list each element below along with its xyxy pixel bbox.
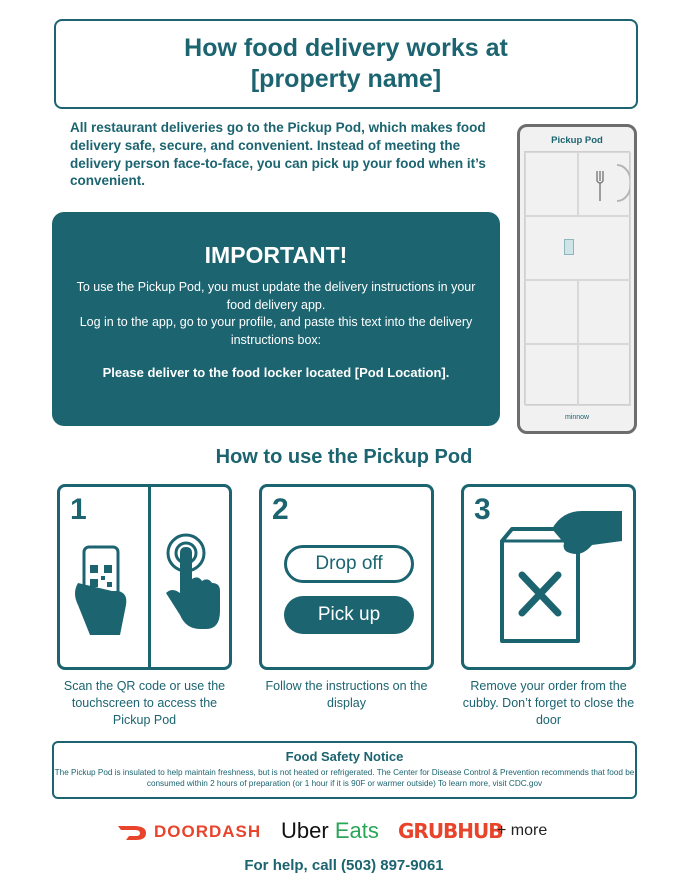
- locker-brand: minnow: [564, 414, 590, 421]
- drop-off-button: Drop off: [284, 545, 414, 583]
- step-2-card: [259, 484, 434, 670]
- touch-hand-icon: [156, 531, 226, 641]
- important-quote: Please deliver to the food locker located [Pod Location].: [102, 365, 450, 380]
- step-3-card: [461, 484, 636, 670]
- grubhub-logo: GRUBHUB: [398, 819, 503, 843]
- page-title-line2: [property name]: [250, 65, 442, 93]
- step-number: 3: [474, 493, 491, 526]
- locker-cell: [578, 280, 631, 344]
- food-safety-text: The Pickup Pod is insulated to help maintain freshness, but is not heated or refrigerated. The Center for Disease Control & Prevention recommends that food be consumed within 2 hours of preparation (or 1 hour if it is 90F or warmer outside) To learn more, visit CDC.gov: [54, 768, 635, 789]
- pickup-pod-illustration: [517, 124, 637, 434]
- locker-cell: [525, 344, 578, 406]
- how-to-title: How to use the Pickup Pod: [215, 446, 473, 468]
- intro-text: All restaurant deliveries go to the Pickup Pod, which makes food delivery safe, secure, and convenient. Instead of meeting the delivery person face-to-face, you can pick up your food when it’s convenient.: [70, 120, 486, 189]
- step-2-caption: Follow the instructions on the display: [265, 679, 428, 710]
- help-phone: For help, call (503) 897-9061: [244, 857, 444, 874]
- locker-cell: [525, 152, 578, 216]
- step-number: 1: [70, 493, 87, 526]
- food-bag-icon: [492, 505, 632, 655]
- doordash-logo-text: DOORDASH: [154, 822, 262, 841]
- important-box: [52, 212, 500, 426]
- locker-cell: [578, 344, 631, 406]
- ubereats-logo: [281, 818, 379, 844]
- step-divider: [148, 487, 151, 667]
- ubereats-logo-eats: Eats: [334, 818, 379, 843]
- qr-phone-icon: [68, 543, 144, 643]
- step-1-caption: Scan the QR code or use the touchscreen to access the Pickup Pod: [63, 679, 226, 727]
- locker-label: Pickup Pod: [551, 135, 603, 146]
- step-3-caption: Remove your order from the cubby. Don’t forget to close the door: [462, 679, 635, 727]
- pick-up-button: Pick up: [284, 596, 414, 634]
- food-safety-notice: [52, 741, 637, 799]
- ubereats-logo-uber: Uber: [281, 818, 329, 843]
- more-partners: + more: [497, 822, 548, 839]
- step-number: 2: [272, 493, 289, 526]
- fork-plate-icon: [579, 153, 630, 215]
- important-line1: To use the Pickup Pod, you must update the delivery instructions in your food delivery app.: [76, 280, 476, 312]
- important-heading: IMPORTANT!: [204, 242, 348, 268]
- page-title-line1: How food delivery works at: [184, 33, 508, 62]
- food-safety-heading: Food Safety Notice: [285, 749, 404, 764]
- locker-grid: [524, 151, 630, 405]
- locker-cell: [525, 280, 578, 344]
- doordash-logo-icon: [118, 824, 148, 840]
- partner-logos: [0, 818, 688, 848]
- locker-screen-icon: [564, 239, 574, 255]
- title-box: [54, 19, 638, 109]
- locker-cell: [525, 216, 631, 280]
- locker-cell: [578, 152, 631, 216]
- step-1-card: [57, 484, 232, 670]
- important-line2: Log in to the app, go to your profile, and paste this text into the delivery instructions box:: [79, 315, 473, 347]
